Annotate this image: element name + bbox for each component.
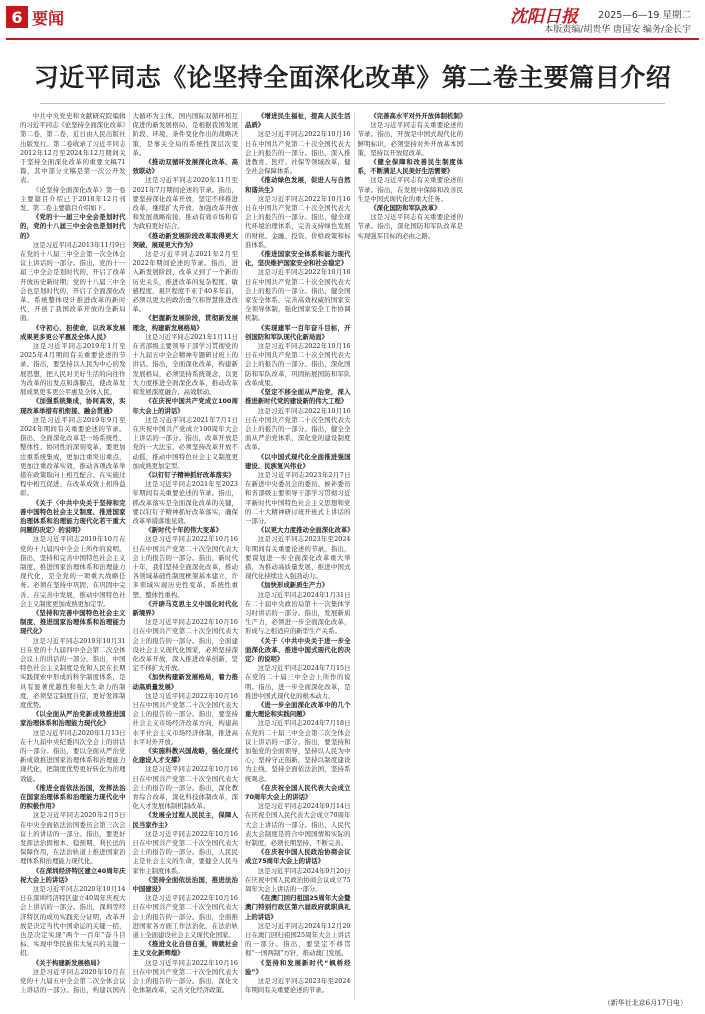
article-footnote: （新华社北京6月17日电） bbox=[603, 999, 687, 1007]
article-subheading: 《推动双循环发展深化改革、高效联动》 bbox=[132, 158, 238, 176]
article-subheading: 《推进文化自信自强，铸就社会主义文化新辉煌》 bbox=[132, 940, 238, 958]
article-paragraph: 这是习近平同志2024年7月15日在党的二十届三中全会上所作的说明。指出，进一步全面深化改革，是推进中国式现代化的根本动力。 bbox=[245, 664, 351, 700]
article-subheading: 《关于构建新发展格局》 bbox=[32, 958, 104, 967]
section-label: 要闻 bbox=[32, 8, 65, 28]
article-paragraph: 这是习近平同志有关重要论述的节录。指出，在发展中保障和改善民生是中国式现代化的重大任务。 bbox=[357, 176, 463, 203]
article-subheading: 《关于〈中共中央关于进一步全面深化改革、推进中国式现代化的决定〉的说明》 bbox=[245, 636, 351, 663]
article-paragraph: 这是习近平同志有关重要论述的节录。指出，开放是中国式现代化的鲜明标识，必须坚持对外开放基本国策，坚持以开放促改革。 bbox=[357, 121, 463, 157]
article-subheading: 《坚定不移全面从严治党，深入推进新时代党的建设新的伟大工程》 bbox=[245, 388, 351, 406]
article-paragraph: 这是习近平同志2022年10月16日在中国共产党第二十次全国代表大会上的报告的一部分。指出，深入推进教育、医疗、社保等领域改革，健全社会保障体系。 bbox=[245, 130, 351, 176]
article-subheading: 《完善高水平对外开放体制机制》 bbox=[370, 112, 467, 120]
article-paragraph: 这是习近平同志2022年10月16日在中国共产党第二十次全国代表大会上的报告的一部分。指出，要坚持社会主义市场经济改革方向，构建高水平社会主义市场经济体制，推进高水平对外开放。 bbox=[132, 691, 238, 746]
article-paragraph: 中共中央党史和文献研究院编辑的习近平同志《论坚持全面深化改革》第二卷，第二卷，近日由人民出版社出版发行。第二卷收录了习近平同志2012年12月至2024年12月期间关于坚持全面深化改革的重要文稿71篇，其中部分文稿是第一次公开发表。 bbox=[20, 112, 126, 185]
page-number: 6 bbox=[6, 6, 28, 28]
article-paragraph: 这是习近平同志2021年7月1日在庆祝中国共产党成立100周年大会上讲话的一部分。指出，改革开放是党的一大法宝，必须坚持改革开放不动摇，推动中国特色社会主义制度更加成熟更加定型。 bbox=[132, 415, 238, 470]
article-paragraph: 这是习近平同志2024年9月20日在庆祝中国人民政治协商会议成立75周年大会上讲话的一部分。 bbox=[245, 866, 351, 894]
article-paragraph: 这是习近平同志2019年10月在党的十九届四中全会上所作的说明。指出，坚持和完善中国特色社会主义制度、推进国家治理体系和治理能力现代化，是全党的一项重大战略任务。必须在坚持中巩固、在巩固中完善、在完善中发展，推动中国特色社会主义制度更加成熟更加定型。 bbox=[20, 535, 126, 608]
article-subheading: 《把握新发展阶段，贯彻新发展理念，构建新发展格局》 bbox=[132, 314, 238, 332]
article-paragraph: 这是习近平同志2023年2月7日在新进中央委员会的委员、候补委员和省部级主要领导干部学习贯彻习近平新时代中国特色社会主义思想和党的二十大精神研讨班开班式上讲话的一部分。 bbox=[245, 470, 351, 525]
article-paragraph: 这是习近平同志2024年9月14日在庆祝全国人民代表大会成立70周年大会上讲话的一部分。指出，人民代表大会制度是符合中国国情和实际的好制度，必须长期坚持、不断完善。 bbox=[245, 802, 351, 848]
article-paragraph: 这是习近平同志2022年10月16日在中国共产党第二十次全国代表大会上的报告的一部分。指出，深化国防和军队改革，巩固拓展国防和军队改革成果。 bbox=[245, 342, 351, 387]
article-paragraph: 这是习近平同志2022年10月16日在中国共产党第二十次全国代表大会上的报告的一部分。指出，全面推进国家各方面工作法治化，在法治轨道上全面建设社会主义现代化国家。 bbox=[132, 894, 238, 940]
article-paragraph: 这是习近平同志2024年1月31日在二十届中央政治局第十一次集体学习时讲话的一部分。指出，发展新质生产力，必须进一步全面深化改革，形成与之相适应的新型生产关系。 bbox=[245, 590, 351, 636]
article-subheading: 《以全面从严治党新成效推进国家治理体系和治理能力现代化》 bbox=[20, 710, 126, 728]
article-subheading: 《发展全过程人民民主，保障人民当家作主》 bbox=[132, 811, 238, 829]
article-subheading: 《坚持和发展新时代“枫桥经验”》 bbox=[245, 958, 351, 976]
editors-line: 本版责编/胡贵华 唐国安 编务/金长宇 bbox=[544, 25, 691, 35]
article-subheading: 《在深圳经济特区建立40周年庆祝大会上的讲话》 bbox=[20, 866, 126, 884]
article-paragraph: 这是习近平同志2020年11月至2021年7月期间论述的节录。指出，要坚持深化改革开放，坚定不移推进改革，继续扩大开放，加强改革开放和发展战略衔接，推动有效市场和有为政府更好结合。 bbox=[132, 176, 238, 231]
article-subheading: 《党的十一届三中全会是划时代的，党的十八届三中全会也是划时代的》 bbox=[20, 213, 126, 240]
article-paragraph: 这是习近平同志2020年10月在党的十九届五中全会第二次全体会议上讲话的一部分。指出，构建以国内大循环为主体、国内国际双循环相互促进的新发展格局，是根据我国发展阶段、环境、条件变化作出的战略决策，是事关全局的系统性深层次变革。 bbox=[20, 112, 238, 995]
article-paragraph: 这是习近平同志2020年10月14日在深圳经济特区建立40周年庆祝大会上讲话的一部分。指出，深圳等经济特区的成功实践充分证明，改革开放是决定当代中国命运的关键一招，也是决定实现“两个一百年”奋斗目标、实现中华民族伟大复兴的关键一招。 bbox=[20, 885, 126, 958]
article-subheading: 《在庆祝中国人民政治协商会议成立75周年大会上的讲话》 bbox=[245, 848, 351, 866]
article-subheading: 《推动新发展阶段改革取得更大突破、展现更大作为》 bbox=[132, 231, 238, 249]
article-paragraph: 这是习近平同志2024年12月20日在澳门回归祖国25周年大会上讲话的一部分。指出，要坚定不移贯彻“一国两制”方针，推动澳门发展。 bbox=[245, 921, 351, 958]
article-subheading: 《坚持和完善中国特色社会主义制度、推进国家治理体系和治理能力现代化》 bbox=[20, 608, 126, 636]
article-body bbox=[20, 112, 688, 1000]
dateline: 2025—6—19 星期二 bbox=[598, 10, 691, 21]
article-subheading: 《深化国防和军队改革》 bbox=[370, 204, 441, 213]
article-paragraph: 这是习近平同志2022年10月16日在中国共产党第二十次全国代表大会上的报告的一部分。指出，健全现代环境治理体系，完善支持绿色发展的财税、金融、投资、价格政策和标准体系。 bbox=[245, 194, 351, 249]
article-paragraph: 这是习近平同志2019年1月至2025年4月期间有关重要论述的节录。指出，要坚持以人民为中心的发展思想，把人民对美好生活的向往作为改革的出发点和落脚点，使改革发展成果更多更公平惠及全体人民。 bbox=[20, 342, 126, 397]
article-subheading: 《以更大力度推动全面深化改革》 bbox=[257, 526, 354, 535]
article-subheading: 《开辟马克思主义中国化时代化新境界》 bbox=[132, 599, 238, 617]
article-subheading: 《关于〈中共中央关于坚持和完善中国特色社会主义制度、推进国家治理体系和治理能力现代化若干重大问题的决定〉的说明》 bbox=[20, 498, 126, 535]
article-paragraph: 这是习近平同志2024年7月18日在党的二十届三中全会第二次全体会议上讲话的一部分。指出，要坚持和加强党的全面领导，坚持以人民为中心，坚持守正创新，坚持以制度建设为主线，坚持全面依法治国，坚持系统观念。 bbox=[245, 719, 351, 783]
article-paragraph: 这是习近平同志2022年10月16日在中国共产党第二十次全国代表大会上的报告的一部分。指出，新时代十年，我们坚持全面深化改革，推动各领域基础性制度框架基本建立，许多领域实现历史性变革、系统性重塑、整体性重构。 bbox=[132, 535, 238, 599]
article-subheading: 《推动绿色发展，促进人与自然和谐共生》 bbox=[245, 176, 351, 194]
article-subheading: 《实现建军一百年奋斗目标，开创国防和军队现代化新局面》 bbox=[245, 323, 351, 341]
article-paragraph: 这是习近平同志2020年2月5日在中央全面依法治国委员会第三次会议上的讲话的一部分。指出，要更好发挥法治固根本、稳预期、利长远的保障作用，在法治轨道上推进国家治理体系和治理能力现代化。 bbox=[20, 811, 126, 866]
article-paragraph: 这是习近平同志2022年10月16日在中国共产党第二十次全国代表大会上的报告的一部分。指出，健全全面从严治党体系，深化党的建设制度改革。 bbox=[245, 406, 351, 452]
article-subheading: 《进一步全面深化改革中的几个重大理论和实践问题》 bbox=[245, 701, 351, 719]
article-subheading: 《推进国家安全体系和能力现代化，坚决维护国家安全和社会稳定》 bbox=[245, 250, 351, 268]
article-headline: 习近平同志《论坚持全面深化改革》第二卷主要篇目介绍 bbox=[33, 63, 672, 92]
article-subheading: 《加强系统集成，协同高效，实现改革举措有机衔接、融会贯通》 bbox=[20, 397, 126, 415]
article-subheading: 《实施科教兴国战略，强化现代化建设人才支撑》 bbox=[132, 747, 238, 765]
article-subheading: 《加快形成新质生产力》 bbox=[257, 581, 329, 590]
article-subheading: 《新时代十年的伟大变革》 bbox=[145, 526, 222, 535]
article-paragraph: 这是习近平同志有关重要论述的节录。指出，深化国防和军队改革是实现强军目标的必由之路。 bbox=[357, 213, 463, 240]
article-subheading: 《以中国式现代化全面推进强国建设、民族复兴伟业》 bbox=[245, 452, 351, 470]
article-paragraph: 这是习近平同志2021年1月11日在省部级主要领导干部学习贯彻党的十九届五中全会精神专题研讨班上的讲话。指出，全面深化改革，构建新发展格局，必须坚持系统观念，以更大力度推进全面深化改革，推动改革和发展深度融合、高效联动。 bbox=[132, 332, 238, 397]
page-tag bbox=[6, 6, 64, 28]
article-paragraph: 《论坚持全面深化改革》第一卷主要篇目介绍已于2018年12月刊发。第二卷主要篇目介绍如下。 bbox=[20, 185, 126, 213]
article-subheading: 《健全保障和改善民生制度体系，不断满足人民美好生活需要》 bbox=[357, 158, 463, 176]
masthead bbox=[0, 0, 705, 40]
article-paragraph: 这是习近平同志2023年至2024年期间有关重要论述的节录。 bbox=[245, 977, 351, 995]
headline-rule bbox=[40, 103, 665, 104]
article-subheading: 《增进民生福祉，提高人民生活品质》 bbox=[245, 112, 351, 130]
article-paragraph: 这是习近平同志2022年10月16日在中国共产党第二十次全国代表大会上的报告的一部分。指出，深化教育综合改革，深化科技体制改革，深化人才发展体制机制改革。 bbox=[132, 765, 238, 811]
article-paragraph: 这是习近平同志2020年1月13日在十九届中央纪委四次全会上的讲话的一部分。指出，要以全面从严治党新成效推进国家治理体系和治理能力现代化，把制度优势更好转化为治理效能。 bbox=[20, 728, 126, 783]
article-subheading: 《在庆祝中国共产党成立100周年大会上的讲话》 bbox=[132, 397, 238, 415]
article-paragraph: 这是习近平同志2021年2月至2022年期间论述的节录。指出，进入新发展阶段，改革又到了一个新的历史关头，推进改革的复杂程度、敏感程度、艰巨程度不亚于40多年前，必须以更大的政治勇气和智慧推进改革。 bbox=[132, 250, 238, 314]
article-paragraph: 这是习近平同志2022年10月16日在中国共产党第二十次全国代表大会上的报告的一部分。指出，深化文化体制改革，完善文化经济政策。 bbox=[132, 958, 238, 995]
article-subheading: 《加快构建新发展格局，着力推动高质量发展》 bbox=[132, 673, 238, 691]
article-subheading: 《以钉钉子精神抓好改革落实》 bbox=[145, 470, 235, 479]
newspaper-logo: 沈阳日报 bbox=[510, 7, 578, 27]
article-subheading: 《守初心、担使命，以改革发展成果更多更公平惠及全体人民》 bbox=[20, 323, 126, 341]
article-subheading: 《在澳门回归祖国25周年大会暨澳门特别行政区第六届政府就职典礼上的讲话》 bbox=[245, 894, 351, 921]
article-paragraph: 这是习近平同志2021年至2023年期间有关重要论述的节录。指出，抓改革落实是全面深化改革的关键，要以钉钉子精神抓好改革落实，确保改革举措落地见效。 bbox=[132, 480, 238, 525]
article-paragraph: 这是习近平同志2019年9月至2024年期间有关重要论述的节录。指出，全面深化改革是一场系统性、整体性、协同性的深刻变革，要更加注重系统集成，更加注重突出重点，更加注重改革实效，推动各项改革举措在政策取向上相互配合、在实施过程中相互促进、在改革成效上相得益彰。 bbox=[20, 415, 126, 498]
masthead-rule bbox=[6, 38, 699, 40]
article-paragraph: 这是习近平同志2022年10月16日在中国共产党第二十次全国代表大会上的报告的一部分。指出，人民民主是社会主义的生命，要健全人民当家作主制度体系。 bbox=[132, 829, 238, 875]
article-paragraph: 这是习近平同志2022年10月16日在中国共产党第二十次全国代表大会上的报告的一部分。指出，全面建设社会主义现代化国家，必须坚持深化改革开放，深入推进改革创新，坚定不移扩大开放。 bbox=[132, 618, 238, 673]
article-paragraph: 这是习近平同志2019年10月31日在党的十九届四中全会第二次全体会议上的讲话的一部分。指出，中国特色社会主义制度是党和人民在长期实践探索中形成的科学制度体系，是具有显著优越性和强大生命力的制度，必须坚定制度自信，更好发挥制度优势。 bbox=[20, 636, 126, 709]
article-paragraph: 这是习近平同志2023年至2024年期间有关重要论述的节录。指出，要谋划进一步全面深化改革重大举措，为推动高质量发展、推进中国式现代化持续注入强劲动力。 bbox=[245, 535, 351, 581]
article-paragraph: 这是习近平同志2013年11月9日在党的十八届三中全会第一次全体会议上讲话的一部分。指出，党的十一届三中全会是划时代的，开启了改革开放历史新时期；党的十八届三中全会也是划时代的，开启了全面深化改革、系统整体设计推进改革的新时代，开创了我国改革开放的全新局面。 bbox=[20, 240, 126, 323]
article-subheading: 《坚持全面依法治国，推进法治中国建设》 bbox=[132, 875, 238, 894]
article-subheading: 《在庆祝全国人民代表大会成立70周年大会上的讲话》 bbox=[245, 783, 351, 802]
article-paragraph: 这是习近平同志2022年10月16日在中国共产党第二十次全国代表大会上的报告的一部分。指出，健全国家安全体系，完善高效权威的国家安全领导体制，强化国家安全工作协调机制。 bbox=[245, 268, 351, 323]
article-subheading: 《推进全面依法治国，发挥法治在国家治理体系和治理能力现代化中的积极作用》 bbox=[20, 783, 126, 811]
